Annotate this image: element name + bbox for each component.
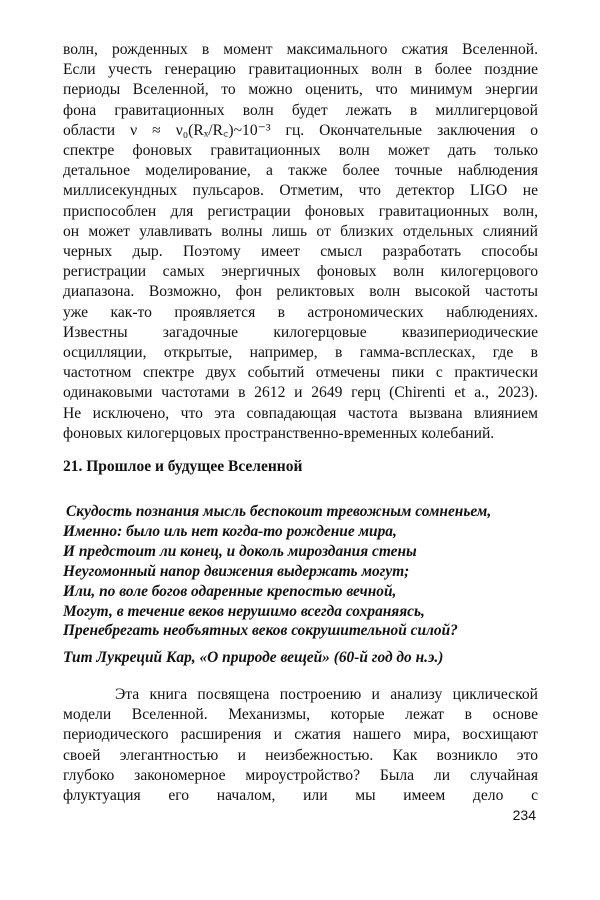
text-line: детальное моделирование, а также более точные наблюдения	[63, 162, 538, 180]
poem-line: Или, по воле богов одаренные крепостью вечной,	[63, 582, 397, 600]
text-line: спектре фоновых гравитационных волн может дать только	[63, 142, 538, 160]
text-line: глубоко закономерное мироустройство? Была ли случайная	[63, 766, 538, 784]
poem-line: Пренебрегать необъятных веков сокрушительной силой?	[63, 622, 458, 640]
text-line: черных дыр. Поэтому имеет смысл разработать способы	[63, 243, 538, 261]
text-line: периоды Вселенной, то можно оценить, что минимум энергии	[63, 81, 538, 99]
text-line: периодического расширения и сжатия нашего мира, восхищают	[63, 726, 538, 744]
poem-line: Именно: было иль нет когда-то рождение мира,	[63, 522, 397, 540]
text-line: миллисекундных пульсаров. Отметим, что детектор LIGO не	[63, 182, 538, 200]
text-line: Эта книга посвящена построению и анализу циклической	[115, 686, 538, 703]
text-line: Не исключено, что эта совпадающая частота вызвана влиянием	[63, 404, 538, 422]
body-paragraph-1	[63, 40, 538, 444]
body-paragraph-2	[63, 685, 538, 806]
epigraph-attribution: Тит Лукреций Кар, «О природе вещей» (60-й год до н.э.)	[63, 649, 444, 666]
text-line: осцилляции, открытые, например, в гамма-всплесках, где в	[63, 344, 538, 362]
formula-line: области ν ≈ ν₀(Rₓ/R꜀)~10⁻³ гц. Окончательные заключения о	[63, 121, 538, 139]
section-heading: 21. Прошлое и будущее Вселенной	[63, 458, 303, 475]
poem-line: И предстоит ли конец, и доколь мироздания стены	[63, 542, 417, 560]
text-line: Известны загадочные килогерцовые квазипериодические	[63, 323, 538, 341]
poem-line: Неугомонный напор движения выдержать могут;	[63, 562, 410, 580]
text-line: волн, рожденных в момент максимального сжатия Вселенной.	[63, 41, 538, 58]
text-line: приспособлен для регистрации фоновых гравитационных волн,	[63, 202, 538, 220]
poem-line: Скудость познания мысль беспокоит тревожным сомненьем,	[66, 503, 492, 520]
text-line: регистрации самых энергичных фоновых волн килогерцового	[63, 263, 538, 281]
text-line: своей элегантностью и неизбежностью. Как возникло это	[63, 746, 538, 764]
text-line: одинаковыми частотами в 2612 и 2649 герц (Chirenti et a., 2023).	[63, 384, 538, 402]
text-line: фона гравитационных волн будет лежать в миллигерцовой	[63, 101, 538, 119]
page-number: 234	[512, 807, 536, 823]
epigraph-poem	[63, 502, 538, 641]
poem-line: Могут, в течение веков нерушимо всегда сохраняясь,	[63, 602, 425, 620]
text-line: флуктуация его началом, или мы имеем дело с	[63, 787, 538, 805]
text-line: фоновых килогерцовых пространственно-временных колебаний.	[63, 424, 495, 442]
text-line: уже как-то проявляется в астрономических наблюдениях.	[63, 303, 538, 321]
text-line: он может улавливать волны лишь от близких отдельных слияний	[63, 222, 538, 240]
text-line: модели Вселенной. Механизмы, которые лежат в основе	[63, 706, 538, 724]
text-line: диапазона. Возможно, фон реликтовых волн высокой частоты	[63, 283, 538, 301]
text-line: Если учесть генерацию гравитационных волн в более поздние	[63, 61, 538, 79]
text-line: частотном спектре двух событий отмечены пики с практически	[63, 364, 538, 382]
